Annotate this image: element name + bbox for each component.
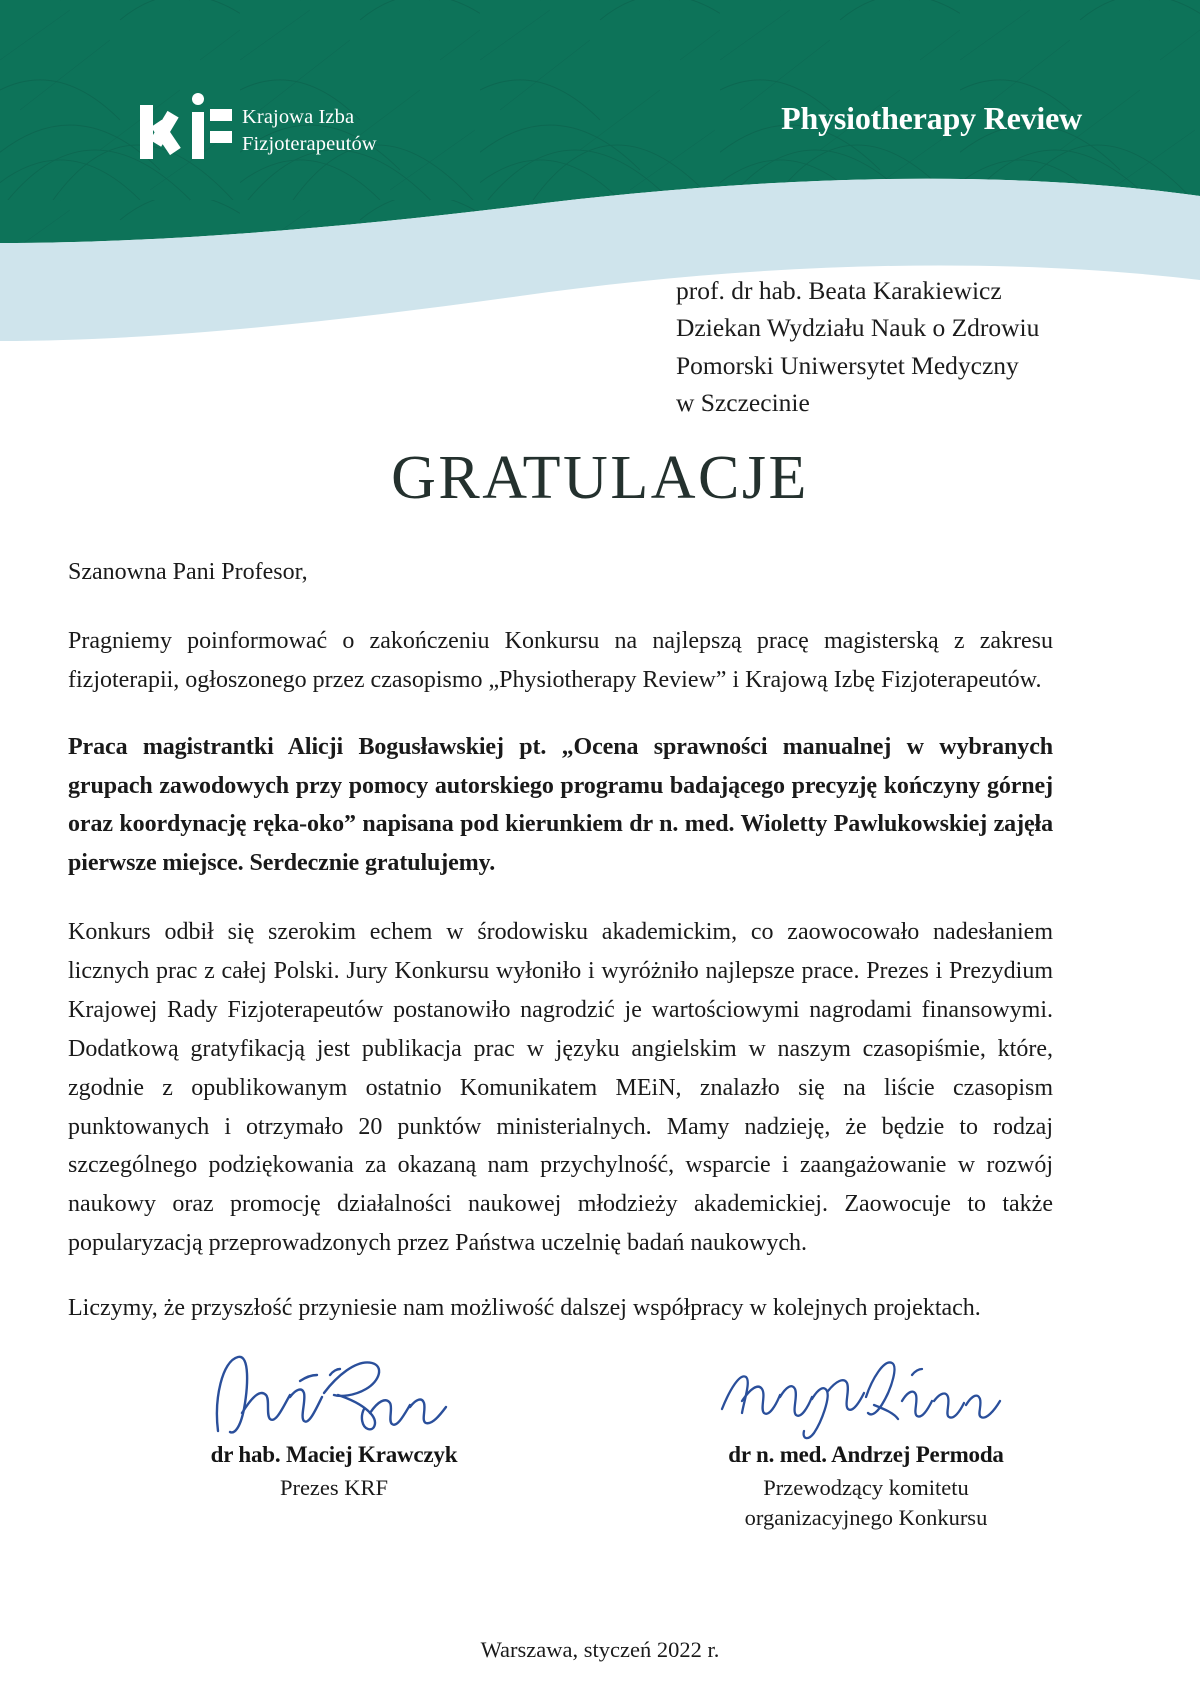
- kif-logo-line-2: Fizjoterapeutów: [242, 132, 377, 155]
- logo-letter-i-stem: [192, 112, 204, 159]
- document-title: GRATULACJE: [391, 444, 809, 512]
- handwritten-signature-icon: [716, 1335, 1016, 1440]
- signatory-role-right-line-2: organizacyjnego Konkursu: [744, 1505, 988, 1531]
- signature-ink-left: [114, 1330, 554, 1440]
- recipient-line-4: w Szczecinie: [676, 388, 810, 418]
- kif-logo-wordmark: [242, 104, 377, 160]
- logo-letter-i-dot: [192, 93, 204, 105]
- letter-body: [68, 553, 1053, 1350]
- logo-letter-k: [140, 105, 188, 159]
- paragraph-award-highlight: Praca magistrantki Alicji Bogusławskiej pt. „Ocena sprawności manualnej w wybranych grupach zawodowych przy pomocy autorskiego programu badającego precyzję kończyny górnej oraz koordynację ręka-oko” napisana pod kierunkiem dr n. med. Wioletty Pawlukowskiej zajęła pierwsze miejsce. Serdecznie gratulujemy.: [68, 733, 1053, 877]
- kif-monogram-icon: [140, 93, 226, 159]
- recipient-line-3: Pomorski Uniwersytet Medyczny: [676, 350, 1019, 380]
- paragraph-intro: Pragniemy poinformować o zakończeniu Konkursu na najlepszą pracę magisterską z zakresu fizjoterapii, ogłoszonego przez czasopismo „Physiotherapy Review” i Krajową Izbę Fizjoterapeutów.: [68, 627, 1053, 693]
- signatory-role-right: [646, 1473, 1086, 1533]
- paragraph-competition-details: Konkurs odbił się szerokim echem w środowisku akademickim, co zaowocowało nadesłaniem licznych prac z całej Polski. Jury Konkursu wyłoniło i wyróżniło najlepsze prace. Prezes i Prezydium Krajowej Rady Fizjoterapeutów postanowiło nagrodzić je wartościowymi nagrodami finansowymi. Dodatkową gratyfikacją jest publikacja prac w języku angielskim w naszym czasopiśmie, które, zgodnie z opublikowanym ostatnio Komunikatem MEiN, znalazło się na liście czasopism punktowanych i otrzymało 20 punktów ministerialnych. Mamy nadzieję, że będzie to rodzaj szczególnego podziękowania za okazaną nam przychylność, wsparcie i zaangażowanie w rozwój naukowy oraz promocję działalności naukowej młodzieży akademickiej. Zaowocuje to także popularyzacją przeprowadzonych przez Państwa uczelnię badań naukowych.: [68, 919, 1053, 1257]
- kif-logo: [140, 93, 377, 159]
- recipient-line-1: prof. dr hab. Beata Karakiewicz: [676, 276, 1002, 305]
- kif-logo-line-1: Krajowa Izba: [242, 105, 355, 128]
- signatory-role-left-line-1: Prezes KRF: [279, 1475, 389, 1500]
- logo-bar-lower: [210, 131, 232, 143]
- recipient-address-block: [676, 272, 1039, 422]
- signatory-name-right: dr n. med. Andrzej Permoda: [728, 1442, 1004, 1467]
- journal-title: Physiotherapy Review: [781, 100, 1082, 136]
- signatory-role-left: [114, 1473, 554, 1503]
- signature-block-right: [646, 1330, 1086, 1533]
- signature-ink-right: [646, 1330, 1086, 1440]
- signature-block-left: [114, 1330, 554, 1533]
- signature-row: [68, 1330, 1132, 1533]
- footer-place-date: Warszawa, styczeń 2022 r.: [480, 1637, 720, 1662]
- handwritten-signature-icon: [204, 1335, 464, 1440]
- recipient-line-2: Dziekan Wydziału Nauk o Zdrowiu: [676, 313, 1040, 343]
- logo-bar-upper: [210, 109, 232, 121]
- salutation: Szanowna Pani Profesor,: [68, 559, 308, 585]
- signatory-role-right-line-1: Przewodzący komitetu: [763, 1475, 969, 1500]
- signatory-name-left: dr hab. Maciej Krawczyk: [210, 1442, 458, 1467]
- paragraph-closing: Liczymy, że przyszłość przyniesie nam możliwość dalszej współpracy w kolejnych projektach.: [68, 1295, 981, 1321]
